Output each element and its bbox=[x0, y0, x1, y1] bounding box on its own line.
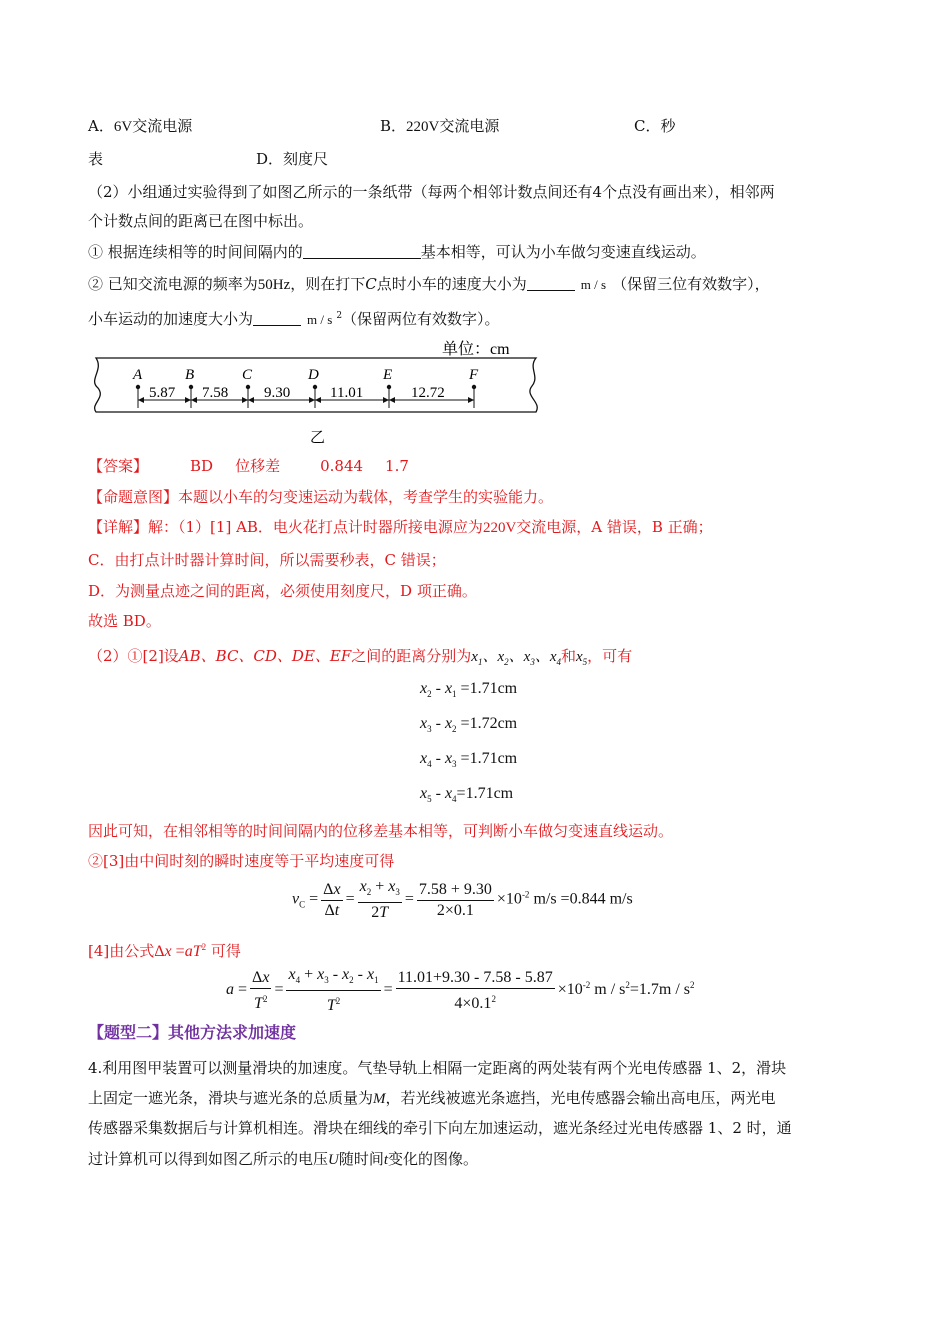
option-a-text: 交流电源 bbox=[132, 117, 193, 135]
detail-line-8-post: 可得 bbox=[210, 942, 241, 960]
answer-1: BD bbox=[190, 457, 214, 475]
q4-line-4-post: 变化的图像。 bbox=[388, 1150, 479, 1168]
detail-line-5-post: ，可有 bbox=[587, 647, 633, 665]
answer-3: 0.844 bbox=[320, 457, 364, 475]
q2-line-2: 个计数点间的距离已在图中标出。 bbox=[88, 212, 314, 230]
intent-text: 本题以小车的匀变速运动为载体，考查学生的实验能力。 bbox=[178, 488, 554, 506]
distance-cd: 9.30 bbox=[264, 385, 291, 401]
q4-line-3: 传感器采集数据后与计算机相连。滑块在细线的牵引下向左加速运动，遮光条经过光电传感器 1、2 时，通 bbox=[88, 1119, 792, 1137]
option-c: C．秒 bbox=[634, 117, 676, 135]
option-b-label: B． bbox=[380, 117, 407, 135]
option-a bbox=[88, 115, 192, 138]
detail-voltage: 220V bbox=[482, 520, 517, 536]
detail-line-2: C．由打点计时器计算时间，所以需要秒表，C 错误； bbox=[88, 551, 446, 569]
svg-text:F: F bbox=[469, 367, 479, 383]
answer-line bbox=[88, 455, 409, 477]
q2-line-5-post: （保留两位有效数字）。 bbox=[342, 310, 500, 328]
detail-line-7: ②[3]由中间时刻的瞬时速度等于平均速度可得 bbox=[88, 852, 395, 870]
detail-line-5-pre: （2）①[2]设 bbox=[88, 647, 179, 665]
q4-line-4-mid: 随时间 bbox=[338, 1150, 384, 1168]
q4-line-4 bbox=[88, 1148, 478, 1171]
velocity-result: m/s =0.844 m/s bbox=[533, 890, 633, 908]
velocity-denominator: 2×0.1 bbox=[436, 901, 474, 919]
section-title: 【题型二】其他方法求加速度 bbox=[88, 1023, 297, 1042]
q2-line-3-pre: ① 根据连续相等的时间间隔内的 bbox=[88, 243, 303, 261]
q4-line-2-pre: 上固定一遮光条，滑块与遮光条的总质量为 bbox=[88, 1089, 374, 1107]
unit-label: 单位：cm bbox=[442, 341, 510, 358]
equation-2: $x_3 - x_2 =1.72cm$ bbox=[420, 715, 518, 734]
svg-text:E: E bbox=[383, 367, 393, 383]
point-c-label: C bbox=[365, 275, 377, 293]
equation-4: $x_5 - x_4=1.71cm$ bbox=[420, 785, 514, 804]
option-d: D．刻度尺 bbox=[256, 150, 329, 168]
q2-line-3 bbox=[88, 241, 706, 263]
q2-line-4 bbox=[88, 273, 770, 296]
accel-result: =1.7m / s bbox=[629, 981, 691, 999]
answer-label: 【答案】 bbox=[88, 457, 149, 475]
intent-label: 【命题意图】 bbox=[88, 488, 179, 506]
velocity-numerator: 7.58 + 9.30 bbox=[417, 881, 494, 901]
q2-line-5: 小车运动的加速度大小为 m / s $^2$（保留两位有效数字）。 bbox=[88, 310, 500, 328]
svg-text:A: A bbox=[133, 367, 143, 383]
q4-line-2-post: ，若光线被遮光条遮挡，光电传感器会输出高电压，两光电 bbox=[385, 1089, 776, 1107]
detail-line-8: [4]由公式$\Delta x =aT^2$ 可得 bbox=[88, 942, 241, 960]
equation-1: $x_2 - x_1 =1.71cm$ bbox=[420, 680, 518, 699]
q2-line-4-pre: ② 已知交流电源的频率为 bbox=[88, 275, 258, 293]
detail-line-8-pre: [4]由公式 bbox=[88, 942, 155, 960]
q2-line-4-mid2: 点时小车的速度大小为 bbox=[376, 275, 527, 293]
answer-blank-3 bbox=[253, 311, 301, 326]
equation-4-result: =1.71cm bbox=[456, 785, 514, 802]
accel-numerator: 11.01+9.30 - 7.58 - 5.87 bbox=[396, 969, 555, 989]
detail-line-1-post: 交流电源，A 错误，B 正确； bbox=[516, 518, 713, 536]
point-d bbox=[307, 367, 319, 389]
q2-line-4-mid: ，则在打下 bbox=[290, 275, 366, 293]
option-a-label: A． bbox=[88, 117, 114, 135]
detail-line-5-mid: 之间的距离分别为 bbox=[351, 647, 472, 665]
q4-line-2 bbox=[88, 1087, 776, 1110]
equation-1-result: =1.71cm bbox=[460, 680, 518, 697]
q2-line-4-post: （保留三位有效数字）， bbox=[612, 275, 770, 293]
svg-text:D: D bbox=[308, 367, 319, 383]
detail-line-6: 因此可知，在相邻相等的时间间隔内的位移差基本相等，可判断小车做匀变速直线运动。 bbox=[88, 822, 674, 840]
detail-line-3: D．为测量点迹之间的距离，必须使用刻度尺，D 项正确。 bbox=[88, 582, 477, 600]
paper-tape-figure bbox=[84, 334, 544, 446]
detail-line-1 bbox=[88, 516, 713, 539]
distance-de: 11.01 bbox=[330, 385, 364, 401]
acceleration-formula: a = $\frac{\Delta x}{T^2}$ = $\frac{x_4 + x_3 - x_2 - x_1}{T^2}$ = $\frac{11.01+9.30 - 7.58 - 5.87}{4\times 0.1^2}$ $\times 10^{-2}$ $m / s^2=1.7m / s^2$ bbox=[226, 966, 695, 1014]
option-b-text: 交流电源 bbox=[439, 117, 500, 135]
q4-line-1: 4.利用图甲装置可以测量滑块的加速度。气垫导轨上相隔一定距离的两处装有两个光电传感器 1、2，滑块 bbox=[88, 1059, 787, 1077]
velocity-formula: $v_C$ = $\frac{\Delta x}{\Delta t}$ = $\frac{x_2 + x_3}{2T}$ = $\frac{7.58 + 9.30}{2\times 0.1}$ $\times 10^{-2}$ m/s =0.844 m/s bbox=[292, 878, 633, 921]
point-c bbox=[242, 367, 253, 389]
accel-unit: m / s bbox=[307, 312, 333, 327]
accel-denominator: 4×0.1 bbox=[454, 994, 492, 1012]
segment-names: AB、BC、CD、DE、EF bbox=[178, 647, 352, 665]
point-f bbox=[468, 367, 479, 389]
voltage-symbol: U bbox=[328, 1152, 339, 1168]
q2-line-1: （2）小组通过实验得到了如图乙所示的一条纸带（每两个相邻计数点间还有4个点没有画出来），相邻两 bbox=[88, 183, 775, 201]
distance-ab: 5.87 bbox=[149, 385, 176, 401]
velocity-unit: m / s bbox=[580, 277, 607, 292]
answer-blank-1 bbox=[303, 244, 421, 259]
equation-2-result: =1.72cm bbox=[460, 715, 518, 732]
svg-text:B: B bbox=[185, 367, 195, 383]
equation-3-result: =1.71cm bbox=[460, 750, 518, 767]
figure-caption: 乙 bbox=[310, 430, 326, 446]
equation-3: $x_4 - x_3 =1.71cm$ bbox=[420, 750, 518, 769]
detail-label: 【详解】 bbox=[88, 518, 149, 536]
mass-symbol: M bbox=[373, 1091, 386, 1107]
detail-line-1-pre: 解：（1）[1] AB．电火花打点计时器所接电源应为 bbox=[148, 518, 483, 536]
option-a-value: 6V bbox=[113, 119, 133, 135]
detail-line-4: 故选 BD。 bbox=[88, 612, 161, 630]
point-b bbox=[185, 367, 194, 389]
option-b-value: 220V bbox=[406, 119, 440, 135]
option-c-tail: 表 bbox=[88, 150, 104, 168]
svg-text:C: C bbox=[242, 367, 253, 383]
distance-ef: 12.72 bbox=[411, 385, 445, 401]
detail-line-5: （2）①[2]设AB、BC、CD、DE、EF之间的距离分别为$x_1$、$x_2$、$x_3$、$x_4$和$x_5$，可有 bbox=[88, 647, 633, 667]
point-e bbox=[382, 367, 392, 389]
answer-blank-2 bbox=[527, 276, 575, 291]
frequency-value: 50Hz bbox=[257, 277, 291, 293]
answer-4: 1.7 bbox=[385, 457, 409, 475]
q2-line-3-post: 基本相等，可认为小车做匀变速直线运动。 bbox=[420, 243, 706, 261]
option-b bbox=[380, 115, 499, 138]
q4-line-4-pre: 过计算机可以得到如图乙所示的电压 bbox=[88, 1150, 329, 1168]
point-a bbox=[132, 367, 143, 389]
q2-line-5-pre: 小车运动的加速度大小为 bbox=[88, 310, 254, 328]
distance-bc: 7.58 bbox=[202, 385, 229, 401]
intent-line bbox=[88, 486, 553, 508]
time-symbol: t bbox=[383, 1152, 389, 1168]
answer-2: 位移差 bbox=[235, 457, 281, 475]
